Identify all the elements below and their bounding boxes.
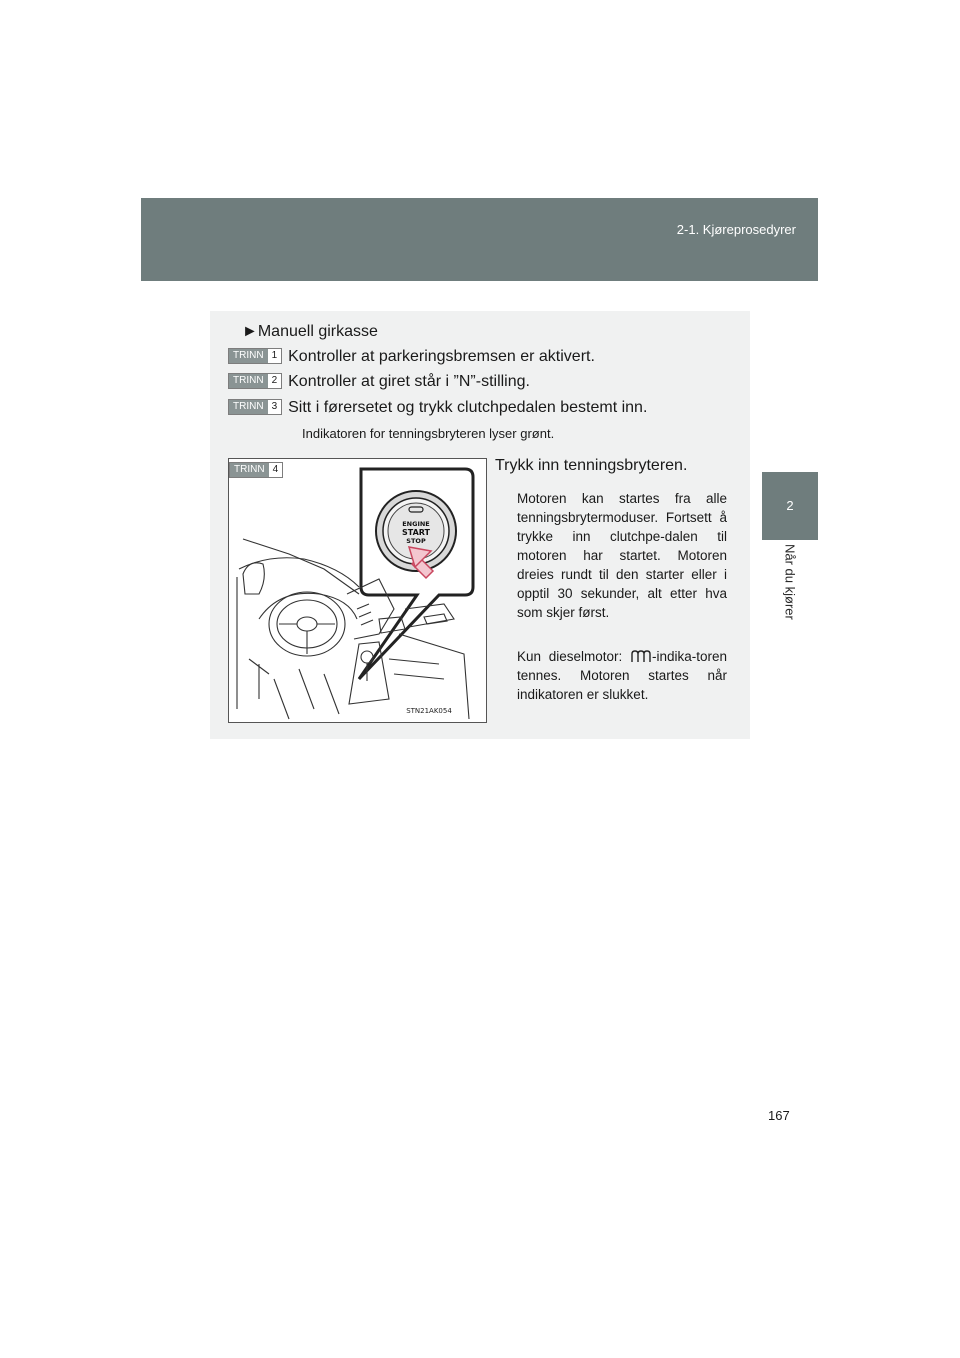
figure-code: STN21AK054 xyxy=(406,707,452,715)
step-badge: TRINN 1 xyxy=(228,348,282,364)
step-text: Sitt i førersetet og trykk clutchpedalen bestemt inn. xyxy=(288,399,648,416)
page-number: 167 xyxy=(768,1108,790,1123)
step-2 xyxy=(228,373,530,391)
step-badge: TRINN 4 xyxy=(229,462,283,478)
step-1 xyxy=(228,348,595,366)
step-badge: TRINN 2 xyxy=(228,373,282,389)
button-text-2: START xyxy=(401,528,431,537)
dashboard-illustration xyxy=(229,459,486,722)
diesel-text: -indika-toren tennes. Motoren startes når indikatoren er slukket. xyxy=(517,649,727,702)
illustration-frame xyxy=(228,458,487,723)
step-text: Kontroller at parkeringsbremsen er aktivert. xyxy=(288,348,595,365)
step-4-paragraph-2 xyxy=(517,647,727,704)
chapter-tab: 2 xyxy=(762,472,818,540)
glow-plug-indicator-icon xyxy=(630,650,652,664)
step-badge: TRINN 3 xyxy=(228,399,282,415)
section-heading: ►Manuell girkasse xyxy=(242,323,378,340)
step-4-text: Trykk inn tenningsbryteren. xyxy=(495,457,688,474)
diesel-label: Kun dieselmotor: xyxy=(517,649,623,664)
header-band xyxy=(141,198,818,281)
step-3-note: Indikatoren for tenningsbryteren lyser grønt. xyxy=(302,426,555,441)
button-text-1: ENGINE xyxy=(402,520,430,528)
chapter-label-area xyxy=(762,540,818,770)
content-panel xyxy=(210,311,750,739)
section-title: 2-1. Kjøreprosedyrer xyxy=(676,222,796,237)
step-3 xyxy=(228,399,647,417)
step-4-paragraph-1: Motoren kan startes fra alle tenningsbrytermoduser. Fortsett å trykke inn clutchpe-dalen til motoren har startet. Motoren dreies rundt til den starter eller i opptil 30 sekunder, alt etter hva som skjer først. xyxy=(517,491,727,620)
chapter-label: Når du kjører xyxy=(782,544,798,620)
button-text-3: STOP xyxy=(406,537,426,545)
step-text: Kontroller at giret står i ”N”-stilling. xyxy=(288,373,530,390)
